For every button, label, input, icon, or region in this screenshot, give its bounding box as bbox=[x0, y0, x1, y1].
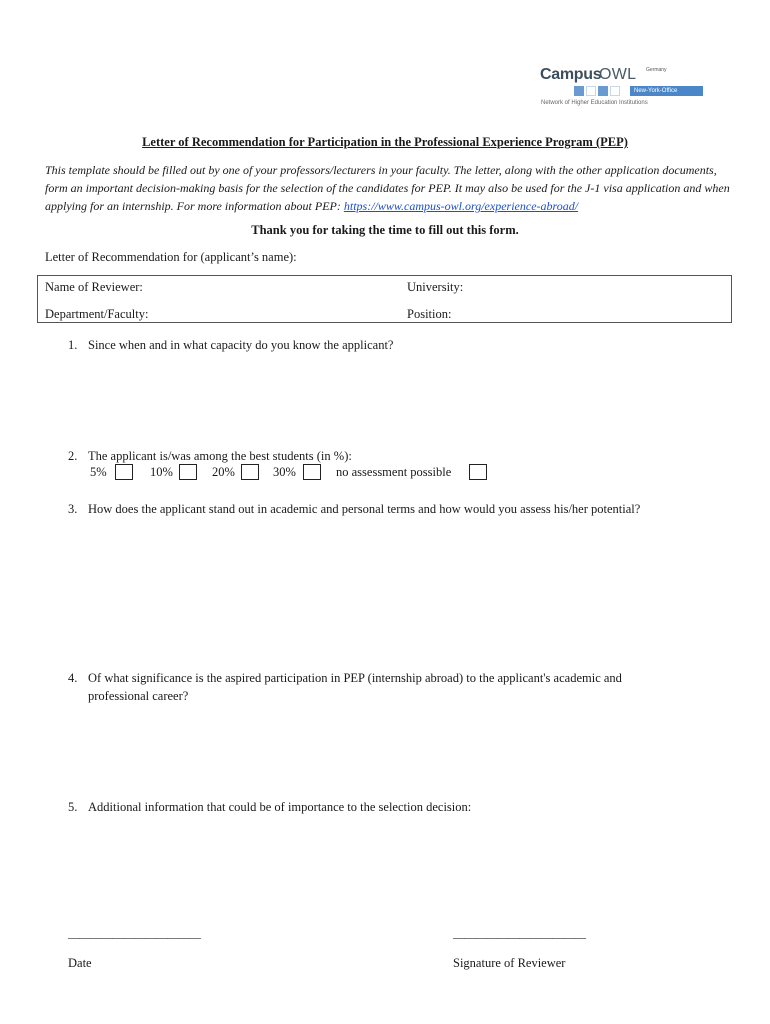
intro-text: This template should be filled out by one of your professors/lecturers in your faculty. The letter, along with the other application documents, form an important decision-making basis for the selection of the candidates for PEP. It may also be used for the J-1 visa application and when applying for an internship. For more information about PEP: bbox=[45, 163, 730, 213]
logo-owl-text: OWL bbox=[599, 66, 637, 83]
option-5-percent-checkbox[interactable] bbox=[115, 464, 133, 480]
question-number: 3. bbox=[68, 502, 78, 516]
date-label: Date bbox=[68, 956, 92, 970]
question-4 bbox=[68, 669, 622, 705]
pep-info-link[interactable]: https://www.campus-owl.org/experience-abroad/ bbox=[343, 199, 579, 213]
option-30-percent-label: 30% bbox=[273, 465, 296, 479]
document-title: Letter of Recommendation for Participation in the Professional Experience Program (PEP) bbox=[142, 135, 628, 149]
question-text: Since when and in what capacity do you know the applicant? bbox=[88, 338, 394, 352]
question-5 bbox=[68, 798, 471, 816]
question-text-continued: professional career? bbox=[88, 689, 189, 703]
question-text: Of what significance is the aspired participation in PEP (internship abroad) to the applicant's academic and bbox=[88, 671, 622, 685]
position-field[interactable]: Position: bbox=[407, 307, 452, 321]
intro-paragraph bbox=[45, 161, 730, 215]
date-line[interactable]: ———————————— bbox=[68, 930, 200, 944]
option-20-percent-checkbox[interactable] bbox=[241, 464, 259, 480]
thank-you-note: Thank you for taking the time to fill out this form. bbox=[251, 223, 519, 237]
question-text: The applicant is/was among the best students (in %): bbox=[88, 449, 352, 463]
question-number: 5. bbox=[68, 800, 78, 814]
option-no-assessment-label: no assessment possible bbox=[336, 465, 452, 479]
reviewer-name-field[interactable]: Name of Reviewer: bbox=[45, 280, 143, 294]
logo-tagline: Network of Higher Education Institutions bbox=[541, 100, 648, 106]
question-text: Additional information that could be of importance to the selection decision: bbox=[88, 800, 472, 814]
logo-campus-text: Campus bbox=[540, 66, 602, 83]
option-30-percent-checkbox[interactable] bbox=[303, 464, 321, 480]
question-1 bbox=[68, 336, 393, 354]
department-field[interactable]: Department/Faculty: bbox=[45, 307, 149, 321]
university-field[interactable]: University: bbox=[407, 280, 464, 294]
logo-germany-text: Germany bbox=[646, 67, 667, 73]
option-no-assessment-checkbox[interactable] bbox=[469, 464, 487, 480]
question-number: 1. bbox=[68, 338, 78, 352]
option-10-percent-checkbox[interactable] bbox=[179, 464, 197, 480]
question-3 bbox=[68, 500, 640, 518]
question-number: 2. bbox=[68, 449, 78, 463]
option-10-percent-label: 10% bbox=[150, 465, 173, 479]
question-text: How does the applicant stand out in academic and personal terms and how would you assess his/her potential? bbox=[88, 502, 641, 516]
reviewer-info-box bbox=[37, 275, 732, 323]
campus-owl-logo bbox=[540, 66, 710, 110]
question-2 bbox=[68, 447, 352, 465]
logo-color-strip bbox=[574, 86, 622, 96]
signature-label: Signature of Reviewer bbox=[453, 956, 566, 970]
option-5-percent-label: 5% bbox=[90, 465, 107, 479]
applicant-name-label[interactable]: Letter of Recommendation for (applicant’s name): bbox=[45, 250, 297, 264]
question-number: 4. bbox=[68, 671, 78, 685]
option-20-percent-label: 20% bbox=[212, 465, 235, 479]
logo-office-banner: New-York-Office bbox=[630, 86, 703, 96]
signature-line[interactable]: ———————————— bbox=[453, 930, 585, 944]
